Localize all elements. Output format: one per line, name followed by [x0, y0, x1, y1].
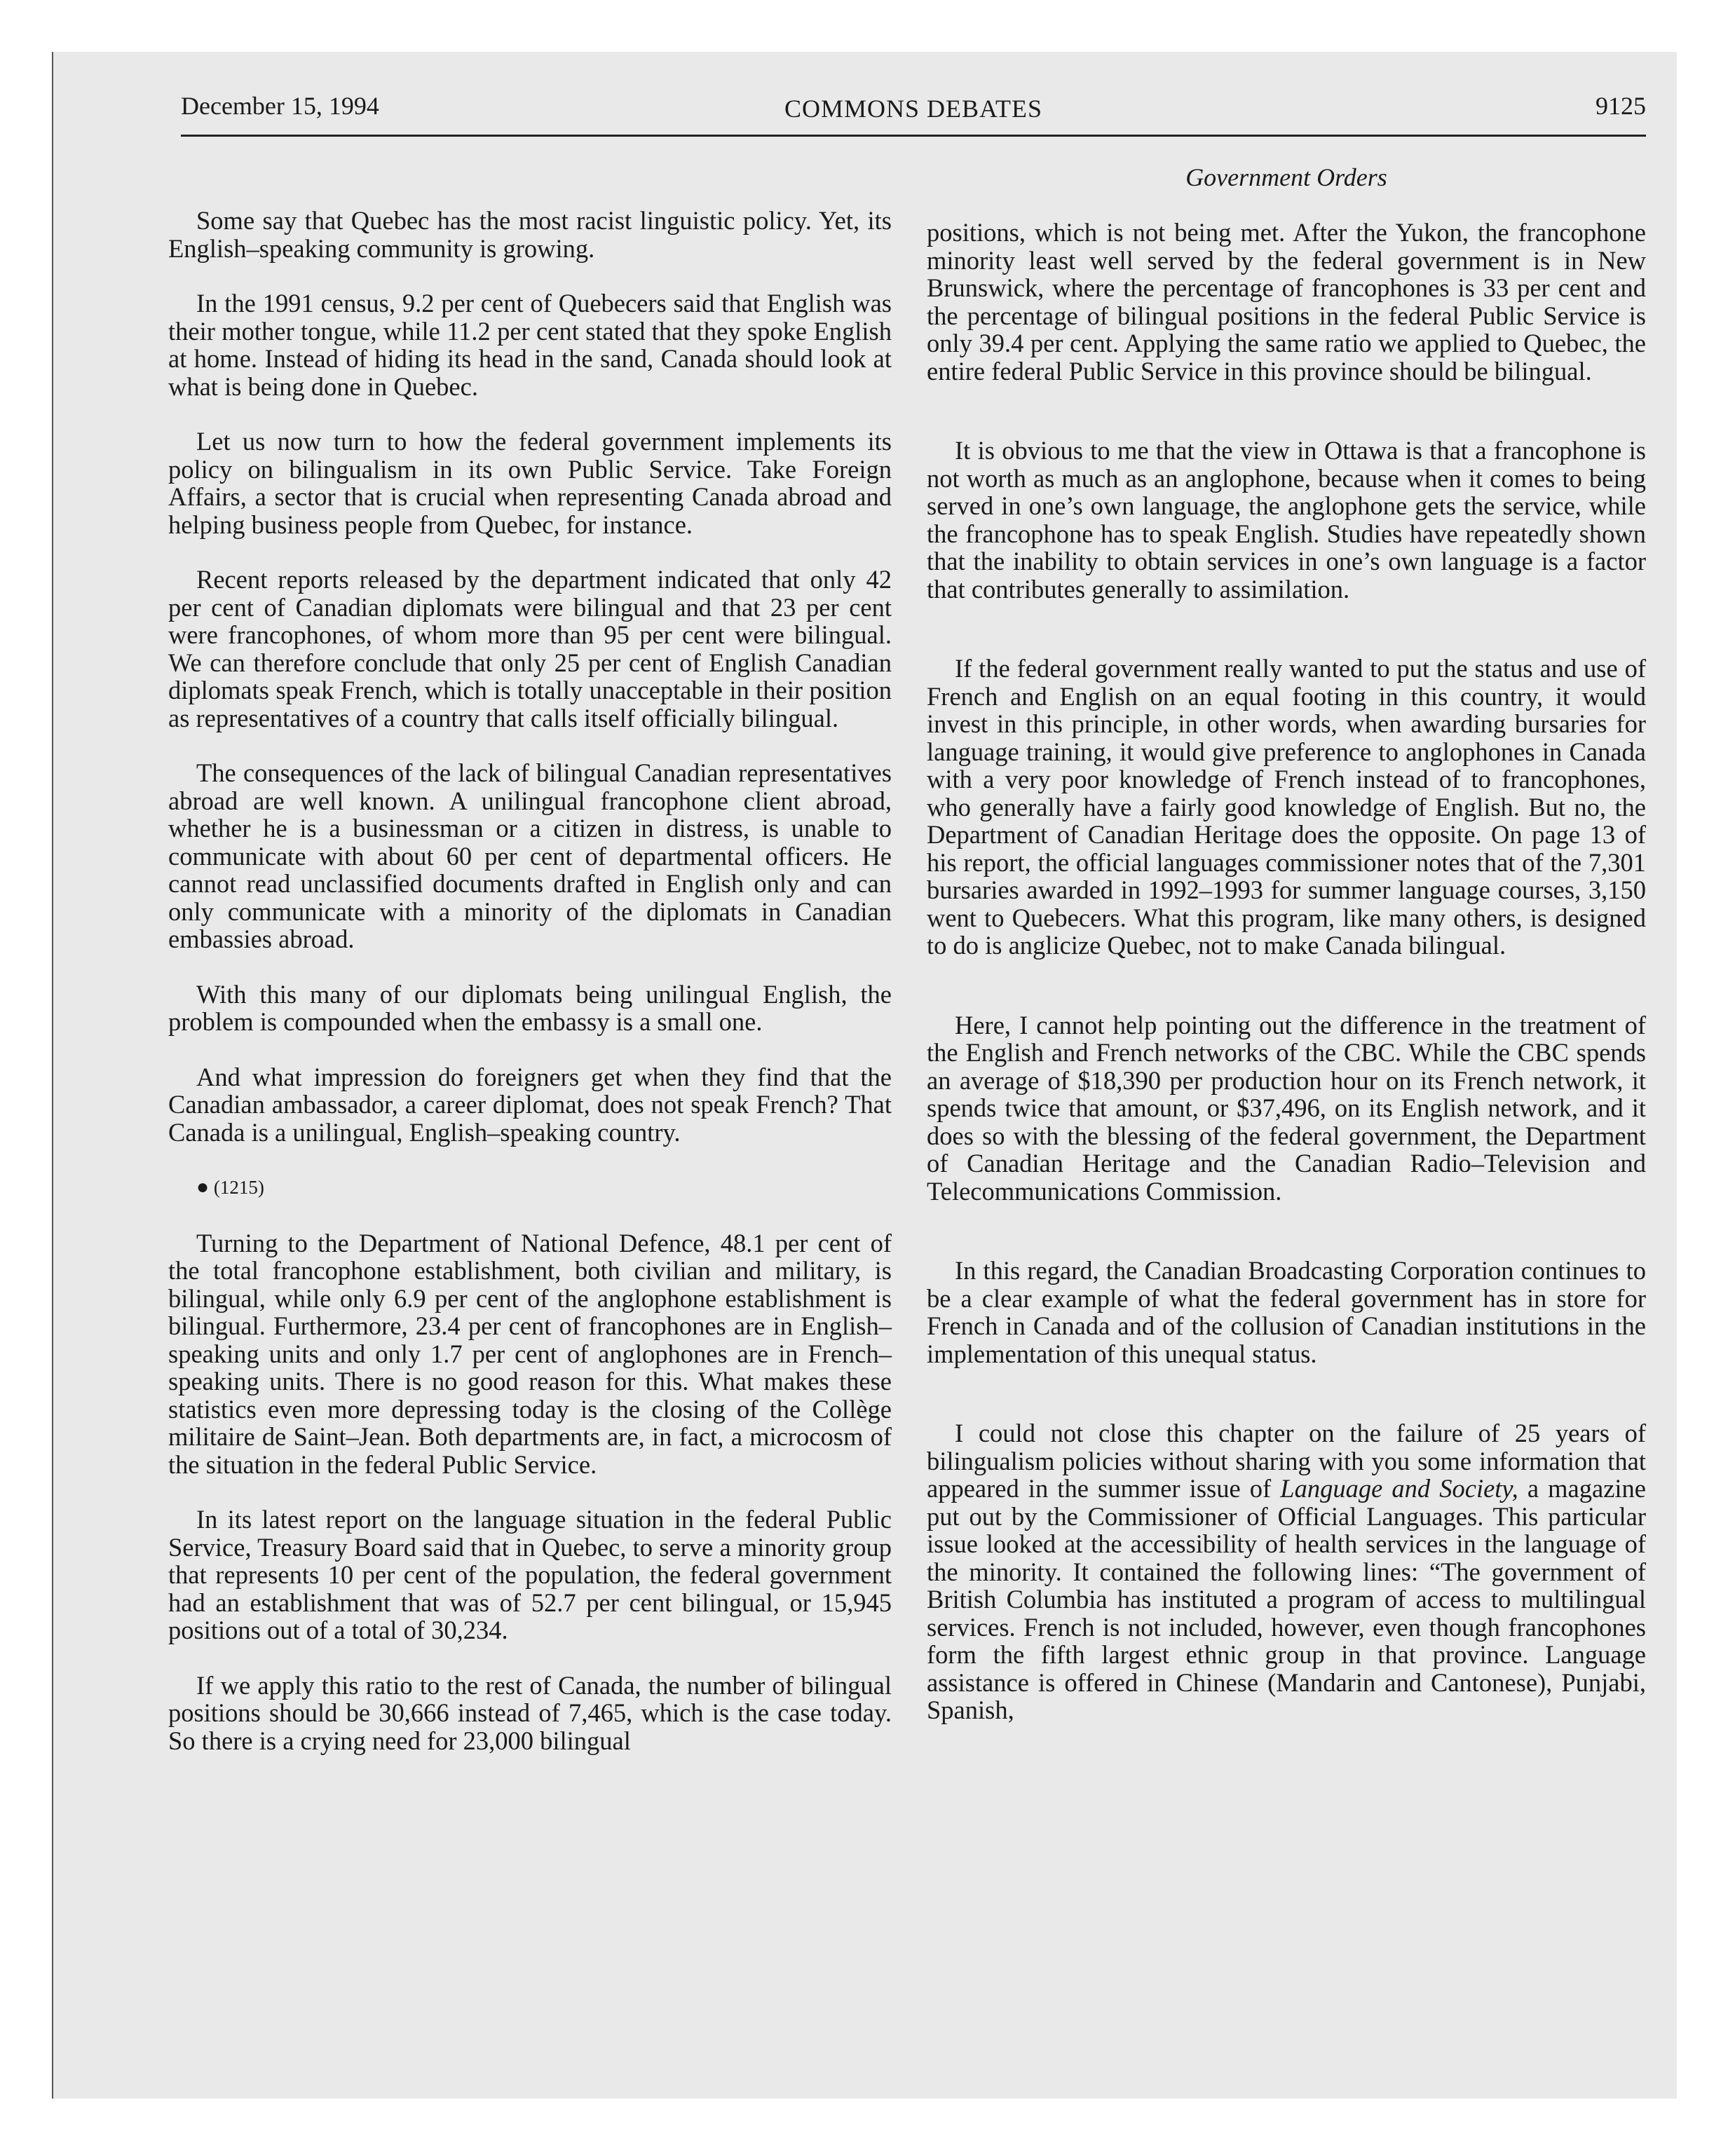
timestamp: [168, 1173, 892, 1202]
paragraph: [927, 1419, 1646, 1724]
paragraph: It is obvious to me that the view in Ottawa is that a francophone is not worth as much as an anglophone, because when it comes to being served in one’s own language, the anglophone gets the service, while the francophone has to speak English. Studies have repeatedly shown that the inability to obtain services in one’s own language is a factor that contributes generally to assimilation.: [927, 436, 1646, 603]
page-edge-rule: [52, 52, 53, 2099]
publication-title: Language and Society,: [1280, 1474, 1518, 1503]
paragraph: With this many of our diplomats being unilingual English, the problem is compounded when the embassy is a small one.: [168, 979, 892, 1036]
paragraph: Recent reports released by the department indicated that only 42 per cent of Canadian diplomats were bilingual and that 23 per cent were francophones, of whom more than 95 per cent were bilingual. We can therefore conclude that only 25 per cent of English Canadian diplomats speak French, which is totally unacceptable in their position as representatives of a country that calls itself officially bilingual.: [168, 565, 892, 732]
paragraph: If we apply this ratio to the rest of Canada, the number of bilingual positions should be 30,666 instead of 7,465, which is the case today. So there is a crying need for 23,000 bilingual: [168, 1670, 892, 1755]
paragraph: In the 1991 census, 9.2 per cent of Quebecers said that English was their mother tongue, while 11.2 per cent stated that they spoke English at home. Instead of hiding its head in the sand, Canada should look at what is being done in Quebec.: [168, 289, 892, 401]
paragraph: In its latest report on the language situation in the federal Public Service, Treasury Board said that in Quebec, to serve a minority group that represents 10 per cent of the population, the federal government had an establishment that was of 52.7 per cent bilingual, or 15,945 positions out of a total of 30,234.: [168, 1505, 892, 1644]
paragraph: If the federal government really wanted to put the status and use of French and English on an equal footing in this country, it would invest in this principle, in other words, when awarding bursaries for language training, it would give preference to anglophones in Canada with a very poor knowledge of French instead of to francophones, who generally have a fairly good knowledge of English. But no, the Department of Canadian Heritage does the opposite. On page 13 of his report, the official languages commissioner notes that of the 7,301 bursaries awarded in 1992–1993 for summer language courses, 3,150 went to Quebecers. What this program, like many others, is designed to do is anglicize Quebec, not to make Canada bilingual.: [927, 654, 1646, 960]
timestamp-text: (1215): [213, 1177, 264, 1198]
paragraph: In this regard, the Canadian Broadcasting Corporation continues to be a clear example of what the federal government has in store for French in Canada and of the collusion of Canadian institutions in the implementation of this unequal status.: [927, 1256, 1646, 1368]
header-title: COMMONS DEBATES: [784, 95, 1043, 123]
right-column: [927, 219, 1646, 1776]
paragraph-text: I could not close this chapter on the failure of 25 years of bilingualism policies without sharing with you some information that appeared in the summer issue of: [927, 1419, 1646, 1503]
header-date: December 15, 1994: [181, 92, 379, 120]
paragraph: Some say that Quebec has the most racist linguistic policy. Yet, its English–speaking community is growing.: [168, 206, 892, 263]
page-header: [181, 86, 1646, 137]
bullet-icon: ●: [196, 1175, 210, 1199]
header-page-number: 9125: [1595, 92, 1646, 120]
paragraph: Turning to the Department of National Defence, 48.1 per cent of the total francophone establishment, both civilian and military, is bilingual, while only 6.9 per cent of the anglophone establishment is bilingual. Furthermore, 23.4 per cent of francophones are in English–speaking units and only 1.7 per cent of anglophones are in French–speaking units. There is no good reason for this. What makes these statistics even more depressing today is the closing of the Collège militaire de Saint–Jean. Both departments are, in fact, a microcosm of the situation in the federal Public Service.: [168, 1228, 892, 1479]
paragraph-continuation: positions, which is not being met. After the Yukon, the francophone minority least well served by the federal government is in New Brunswick, where the percentage of francophones is 33 per cent and the percentage of bilingual positions in the federal Public Service is only 39.4 per cent. Applying the same ratio we applied to Quebec, the entire federal Public Service in this province should be bilingual.: [927, 218, 1646, 386]
paragraph: And what impression do foreigners get when they find that the Canadian ambassador, a career diplomat, does not speak French? That Canada is a unilingual, English–speaking country.: [168, 1062, 892, 1147]
paragraph: Here, I cannot help pointing out the difference in the treatment of the English and French networks of the CBC. While the CBC spends an average of $18,390 per production hour on its French network, it spends twice that amount, or $37,496, on its English network, and it does so with the blessing of the federal government, the Department of Canadian Heritage and the Canadian Radio–Television and Telecommunications Commission.: [927, 1010, 1646, 1206]
section-title: Government Orders: [1185, 163, 1387, 191]
paragraph: Let us now turn to how the federal government implements its policy on bilingualism in its own Public Service. Take Foreign Affairs, a sector that is crucial when representing Canada abroad and helping business people from Quebec, for instance.: [168, 427, 892, 539]
paragraph: The consequences of the lack of bilingual Canadian representatives abroad are well known. A unilingual francophone client abroad, whether he is a businessman or a citizen in distress, is unable to communicate with about 60 per cent of departmental officers. He cannot read unclassified documents drafted in English only and can only communicate with a minority of the diplomats in Canadian embassies abroad.: [168, 758, 892, 953]
paragraph-text: a magazine put out by the Commissioner of Official Languages. This particular issue looked at the accessibility of health services in the language of the minority. It contained the following lines: “The government of British Columbia has instituted a program of access to multilingual services. French is not included, however, even though francophones form the fifth largest ethnic group in that province. Language assistance is offered in Chinese (Mandarin and Cantonese), Punjabi, Spanish,: [927, 1474, 1646, 1724]
left-column: [168, 207, 892, 1782]
